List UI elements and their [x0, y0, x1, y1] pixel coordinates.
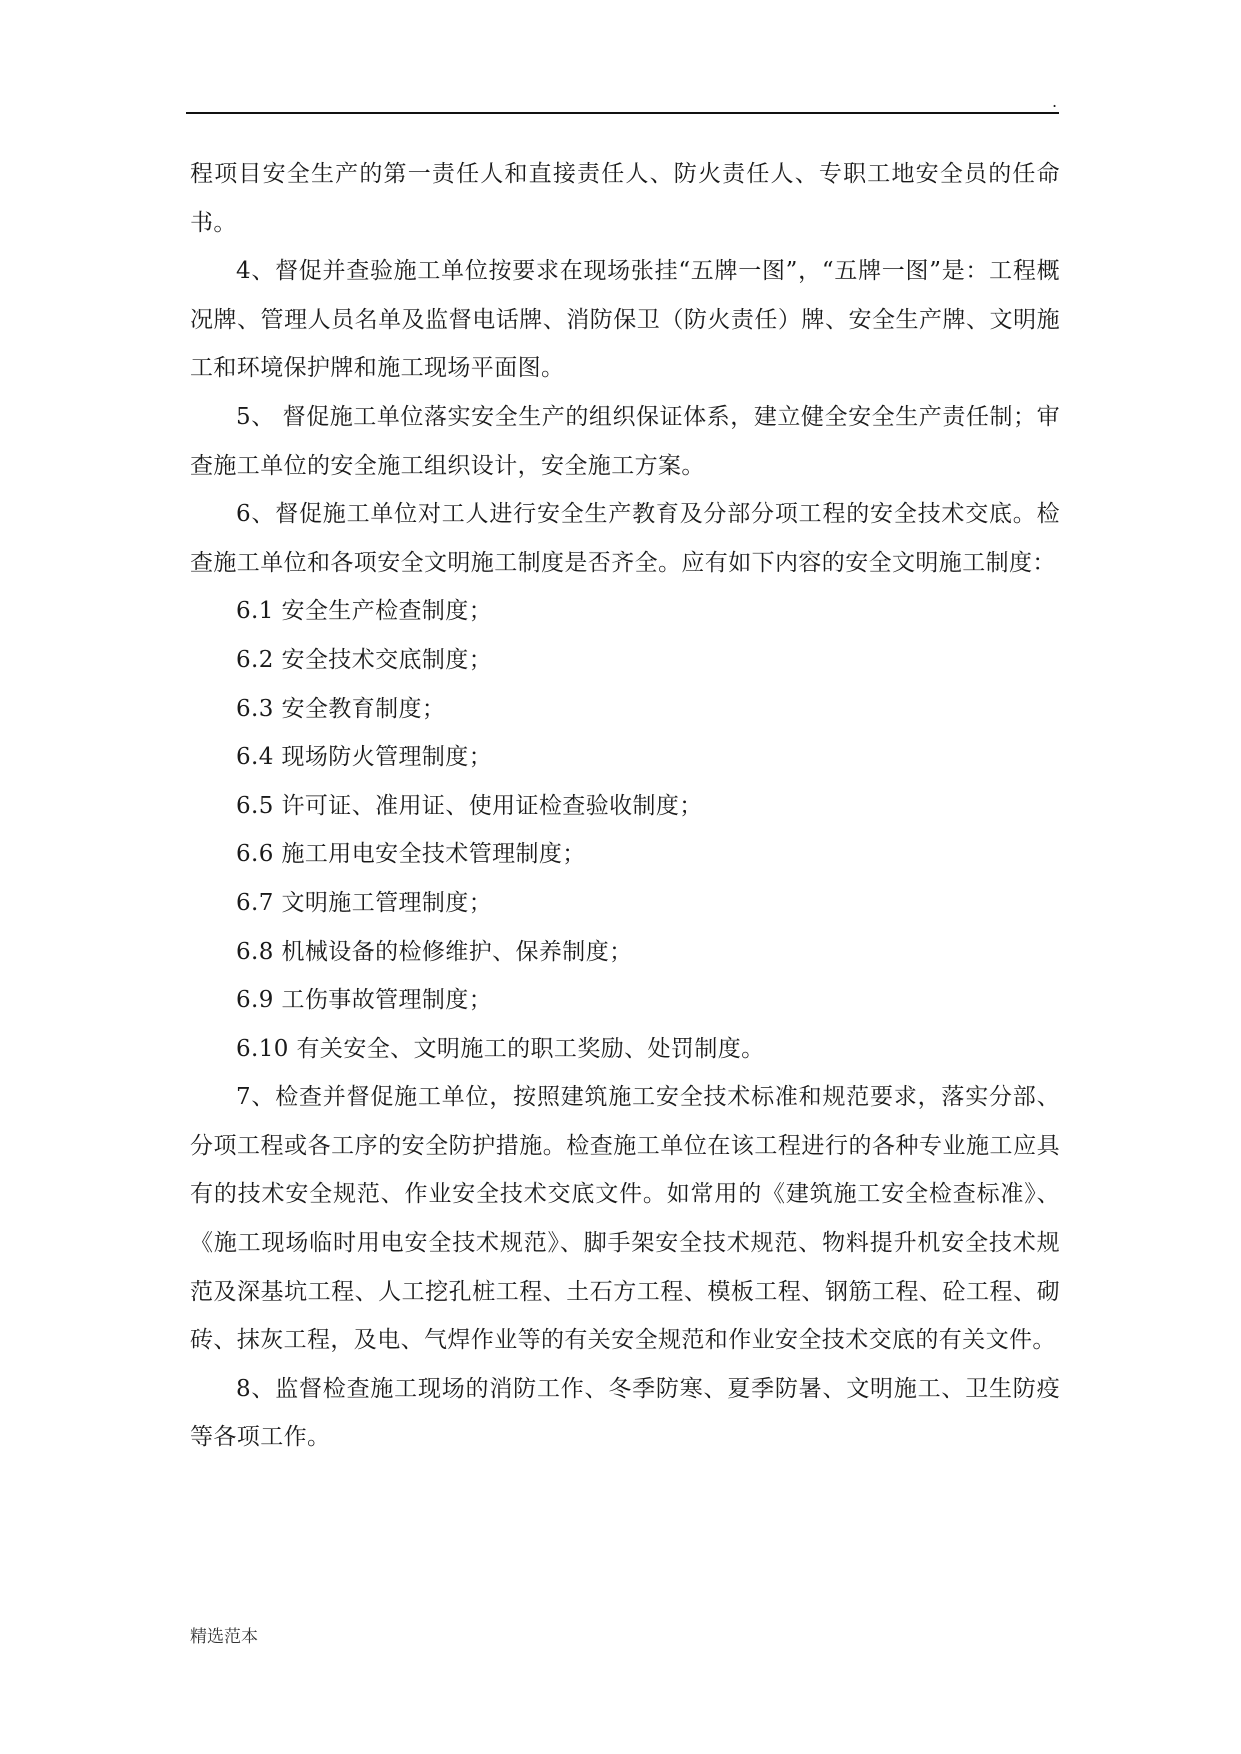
list-item: 6.1 安全生产检查制度；: [236, 598, 493, 625]
document-body: [190, 150, 1060, 1462]
header-rule: [186, 112, 1059, 114]
footer-label: 精选范本: [190, 1627, 258, 1647]
header-mark: .: [1052, 92, 1058, 111]
list-item: 6.8 机械设备的检修维护、保养制度；: [236, 938, 633, 965]
paragraph-7: 7、检查并督促施工单位，按照建筑施工安全技术标准和规范要求，落实分部、分项工程或各工序的安全防护措施。检查施工单位在该工程进行的各种专业施工应具有的技术安全规范、作业安全技术交底文件。如常用的《建筑施工安全检查标准》、《施工现场临时用电安全技术规范》、脚手架安全技术规范、物料提升机安全技术规范及深基坑工程、人工挖孔桩工程、土石方工程、模板工程、钢筋工程、砼工程、砌砖、抹灰工程，及电、气焊作业等的有关安全规范和作业安全技术交底的有关文件。: [190, 1084, 1060, 1354]
list-item: 6.7 文明施工管理制度；: [236, 889, 493, 916]
list-item: 6.4 现场防火管理制度；: [236, 744, 493, 771]
list-item: 6.2 安全技术交底制度；: [236, 646, 493, 673]
paragraph-4: 4、督促并查验施工单位按要求在现场张挂“五牌一图”，“五牌一图”是：工程概况牌、管理人员名单及监督电话牌、消防保卫（防火责任）牌、安全生产牌、文明施工和环境保护牌和施工现场平面图。: [190, 258, 1060, 382]
list-item: 6.9 工伤事故管理制度；: [236, 987, 493, 1014]
paragraph-continued: 程项目安全生产的第一责任人和直接责任人、防火责任人、专职工地安全员的任命书。: [190, 161, 1060, 236]
list-item: 6.10 有关安全、文明施工的职工奖励、处罚制度。: [236, 1035, 765, 1062]
list-item: 6.3 安全教育制度；: [236, 695, 446, 722]
paragraph-5: 5、 督促施工单位落实安全生产的组织保证体系，建立健全安全生产责任制；审查施工单位的安全施工组织设计，安全施工方案。: [190, 403, 1060, 479]
paragraph-6: 6、督促施工单位对工人进行安全生产教育及分部分项工程的安全技术交底。检查施工单位和各项安全文明施工制度是否齐全。应有如下内容的安全文明施工制度：: [190, 501, 1060, 576]
list-item: 6.6 施工用电安全技术管理制度；: [236, 841, 586, 868]
list-item: 6.5 许可证、准用证、使用证检查验收制度；: [236, 792, 703, 819]
paragraph-8: 8、监督检查施工现场的消防工作、冬季防寒、夏季防暑、文明施工、卫生防疫等各项工作。: [190, 1375, 1060, 1451]
